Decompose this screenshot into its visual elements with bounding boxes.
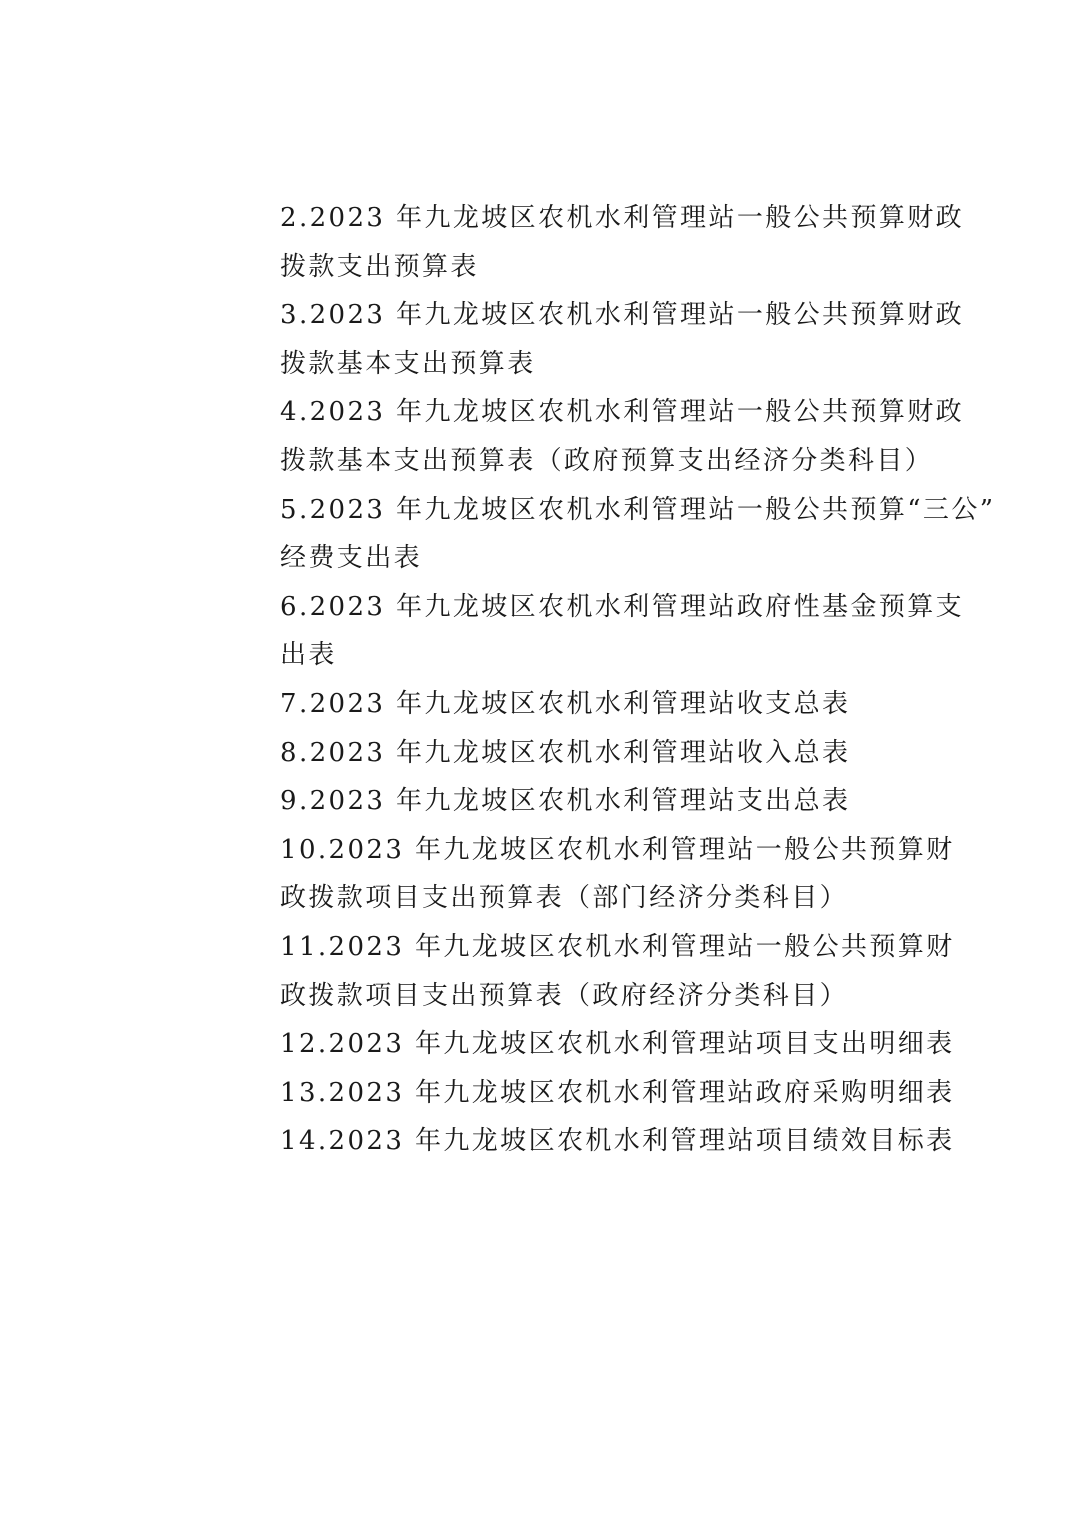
list-line: 7.2023 年九龙坡区农机水利管理站收支总表 bbox=[280, 688, 851, 719]
list-line: 14.2023 年九龙坡区农机水利管理站项目绩效目标表 bbox=[280, 1126, 955, 1157]
list-line: 拨款基本支出预算表 bbox=[280, 348, 536, 379]
list-line: 10.2023 年九龙坡区农机水利管理站一般公共预算财 bbox=[280, 834, 955, 865]
list-line: 8.2023 年九龙坡区农机水利管理站收入总表 bbox=[280, 737, 851, 768]
list-line: 13.2023 年九龙坡区农机水利管理站政府采购明细表 bbox=[280, 1077, 955, 1108]
list-line: 4.2023 年九龙坡区农机水利管理站一般公共预算财政 bbox=[280, 397, 965, 428]
list-line: 3.2023 年九龙坡区农机水利管理站一般公共预算财政 bbox=[280, 300, 965, 331]
list-line: 12.2023 年九龙坡区农机水利管理站项目支出明细表 bbox=[280, 1029, 955, 1060]
list-line: 经费支出表 bbox=[280, 543, 423, 574]
list-line: 拨款支出预算表 bbox=[280, 251, 479, 282]
list-line: 6.2023 年九龙坡区农机水利管理站政府性基金预算支 bbox=[280, 591, 965, 622]
list-line: 5.2023 年九龙坡区农机水利管理站一般公共预算“三公” bbox=[280, 494, 996, 525]
list-line: 11.2023 年九龙坡区农机水利管理站一般公共预算财 bbox=[280, 931, 955, 962]
list-line: 2.2023 年九龙坡区农机水利管理站一般公共预算财政 bbox=[280, 203, 965, 233]
list-line: 政拨款项目支出预算表（部门经济分类科目） bbox=[280, 883, 849, 914]
list-line: 拨款基本支出预算表（政府预算支出经济分类科目） bbox=[280, 445, 934, 476]
list-line: 出表 bbox=[280, 640, 337, 671]
list-line: 9.2023 年九龙坡区农机水利管理站支出总表 bbox=[280, 786, 851, 817]
list-line: 政拨款项目支出预算表（政府经济分类科目） bbox=[280, 980, 849, 1011]
attachment-list bbox=[280, 194, 996, 1166]
